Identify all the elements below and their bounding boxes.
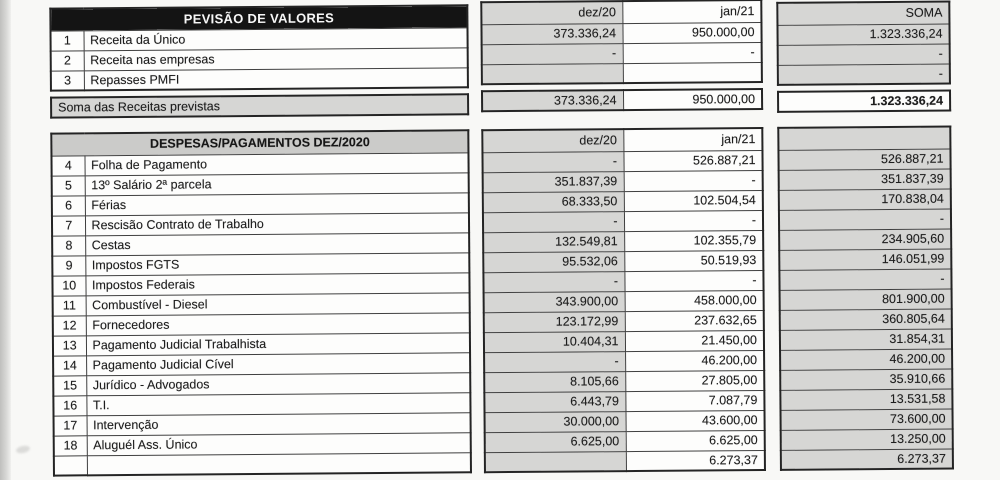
table-row	[484, 390, 764, 412]
dez20-value-cell: -	[482, 151, 623, 172]
table-row	[778, 64, 950, 85]
soma-value-cell: 360.805,64	[780, 309, 952, 330]
row-number-cell: 2	[51, 50, 84, 70]
revenue-labels-table	[49, 4, 469, 91]
revenue-total-row	[778, 91, 950, 112]
dez20-value-cell: 343.900,00	[484, 291, 625, 312]
jan21-value-cell	[623, 62, 762, 83]
table-row	[51, 67, 468, 90]
expenses-soma-column	[777, 126, 954, 471]
soma-value-cell: 13.250,00	[781, 429, 953, 450]
table-row	[780, 309, 952, 330]
table-body	[50, 27, 467, 90]
table-row	[485, 450, 765, 472]
row-label-cell: Receita da Único	[83, 27, 467, 50]
dez20-value-cell: 8.105,66	[484, 371, 625, 392]
row-number-cell: 13	[53, 335, 86, 355]
dez20-column-header: dez/20	[482, 129, 623, 152]
row-label-cell: Fornecedores	[86, 312, 470, 335]
dez20-value-cell: -	[484, 351, 625, 372]
jan21-value-cell: -	[624, 270, 763, 291]
revenue-total-row	[51, 94, 468, 117]
row-label-cell: Jurídico - Advogados	[86, 372, 470, 395]
row-label-cell: Pagamento Judicial Trabalhista	[86, 332, 470, 355]
revenue-total-label-cell: Soma das Receitas previstas	[51, 94, 468, 117]
table-row	[483, 170, 763, 192]
table-row	[482, 42, 762, 64]
table-row	[483, 210, 763, 232]
row-label-cell: Combustível - Diesel	[86, 292, 470, 315]
table-header-row	[51, 130, 468, 155]
dez20-value-cell: 132.549,81	[483, 231, 624, 252]
soma-total-cell: 1.323.336,24	[778, 91, 950, 112]
row-number-cell: 11	[53, 295, 86, 315]
table-row	[781, 429, 953, 450]
row-number-cell: 9	[52, 255, 85, 275]
soma-value-cell: 351.837,39	[779, 169, 951, 190]
dez20-value-cell: 68.333,50	[483, 191, 624, 212]
row-number-cell: 3	[51, 70, 84, 90]
soma-value-cell: 35.910,66	[780, 369, 952, 390]
revenue-soma-table	[776, 1, 951, 86]
row-label-cell: T.I.	[86, 392, 470, 415]
row-number-cell: 12	[53, 315, 86, 335]
table-row	[779, 169, 951, 190]
jan21-value-cell: -	[624, 170, 763, 191]
row-number-cell: 5	[52, 175, 85, 195]
expenses-soma-table	[777, 126, 954, 471]
row-label-cell: Férias	[85, 192, 469, 215]
jan21-value-cell: 102.504,54	[624, 190, 763, 211]
soma-value-cell: -	[778, 64, 950, 85]
row-label-cell: Intervenção	[87, 412, 471, 435]
jan21-value-cell: 526.887,21	[623, 150, 762, 171]
soma-value-cell: 170.838,04	[779, 189, 951, 210]
soma-value-cell: 1.323.336,24	[777, 24, 949, 45]
row-number-cell: 14	[53, 355, 86, 375]
revenue-total-row	[482, 89, 762, 111]
revenue-labels-column	[49, 4, 469, 118]
table-row	[484, 370, 764, 392]
revenue-soma-total-table	[777, 90, 951, 113]
dez20-value-cell: -	[483, 211, 624, 232]
row-number-cell: 15	[53, 375, 86, 395]
jan21-value-cell: 21.450,00	[625, 330, 764, 351]
row-label-cell: Impostos Federais	[85, 272, 469, 295]
row-number-cell	[54, 455, 87, 475]
table-row	[779, 229, 951, 250]
dez20-value-cell: 6.443,79	[484, 391, 625, 412]
table-body	[482, 150, 765, 472]
table-row	[484, 310, 764, 332]
soma-value-cell: -	[778, 44, 950, 65]
soma-value-cell: -	[779, 269, 951, 290]
table-row	[484, 350, 764, 372]
dez20-value-cell: 95.532,06	[483, 251, 624, 272]
jan21-column-header: jan/21	[623, 128, 762, 151]
dez20-value-cell: 373.336,24	[481, 23, 622, 44]
table-header-row	[777, 2, 949, 25]
dez20-total-cell: 373.336,24	[482, 90, 623, 111]
row-number-cell: 4	[51, 155, 84, 175]
table-body	[778, 149, 953, 470]
dez20-value-cell: 6.625,00	[485, 431, 626, 452]
dez20-value-cell: 351.837,39	[483, 171, 624, 192]
jan21-value-cell: -	[624, 210, 763, 231]
table-row	[780, 409, 952, 430]
table-row	[780, 349, 952, 370]
table-row	[779, 209, 951, 230]
dez20-value-cell: 10.404,31	[484, 331, 625, 352]
table-row	[779, 269, 951, 290]
revenue-total-values-table	[481, 88, 763, 112]
expenses-labels-table	[50, 129, 472, 476]
soma-value-cell: -	[779, 209, 951, 230]
row-label-cell: Repasses PMFI	[84, 67, 468, 90]
table-row	[780, 289, 952, 310]
dez20-value-cell: 123.172,99	[484, 311, 625, 332]
row-number-cell: 18	[54, 435, 87, 455]
row-label-cell: Rescisão Contrato de Trabalho	[85, 212, 469, 235]
table-row	[483, 270, 763, 292]
soma-value-cell: 234.905,60	[779, 229, 951, 250]
table-row	[483, 230, 763, 252]
jan21-value-cell: 50.519,93	[624, 250, 763, 271]
table-body	[481, 22, 761, 84]
table-row	[54, 452, 471, 475]
table-row	[485, 430, 765, 452]
table-body	[51, 152, 471, 475]
table-row	[780, 389, 952, 410]
row-label-cell: 13º Salário 2ª parcela	[85, 172, 469, 195]
dez20-value-cell: -	[483, 271, 624, 292]
row-number-cell: 6	[52, 195, 85, 215]
soma-value-cell: 801.900,00	[780, 289, 952, 310]
row-label-cell: Receita nas empresas	[84, 47, 468, 70]
dez20-value-cell	[485, 451, 626, 472]
dez20-value-cell: -	[482, 43, 623, 64]
jan21-value-cell: 7.087,79	[625, 390, 764, 411]
row-label-cell: Aluguél Ass. Único	[87, 432, 471, 455]
table-row	[777, 24, 949, 45]
table-row	[484, 330, 764, 352]
jan21-value-cell: 6.625,00	[626, 430, 765, 451]
revenue-section	[49, 1, 951, 119]
jan21-value-cell: 6.273,37	[626, 450, 765, 471]
jan21-value-cell: 43.600,00	[626, 410, 765, 431]
row-number-cell: 8	[52, 235, 85, 255]
expenses-table-title: DESPESAS/PAGAMENTOS DEZ/2020	[51, 130, 468, 155]
table-row	[781, 449, 953, 470]
jan21-value-cell: -	[623, 42, 762, 63]
soma-value-cell: 73.600,00	[780, 409, 952, 430]
expenses-values-column	[481, 127, 766, 473]
soma-value-cell: 6.273,37	[781, 449, 953, 470]
table-row	[780, 329, 952, 350]
expenses-labels-column	[50, 129, 472, 476]
soma-value-cell: 13.531,58	[780, 389, 952, 410]
expenses-section	[50, 126, 954, 477]
table-row	[482, 150, 762, 172]
revenue-values-column	[480, 0, 763, 112]
soma-column-header-blank	[778, 127, 950, 150]
row-label-cell: Pagamento Judicial Cível	[86, 352, 470, 375]
table-row	[484, 290, 764, 312]
table-header-row	[482, 128, 762, 152]
revenue-total-label-table	[50, 93, 469, 118]
jan21-value-cell: 950.000,00	[622, 22, 761, 43]
row-label-cell: Cestas	[85, 232, 469, 255]
dez20-value-cell	[482, 63, 623, 84]
table-row	[481, 22, 761, 44]
revenue-soma-column	[776, 1, 951, 113]
jan21-value-cell: 237.632,65	[625, 310, 764, 331]
row-label-cell	[87, 452, 471, 475]
revenue-table-title: PEVISÃO DE VALORES	[50, 5, 467, 30]
jan21-value-cell: 458.000,00	[625, 290, 764, 311]
table-row	[482, 62, 762, 84]
table-row	[779, 249, 951, 270]
jan21-value-cell: 46.200,00	[625, 350, 764, 371]
expenses-values-table	[481, 127, 766, 473]
table-row	[485, 410, 765, 432]
soma-value-cell: 146.051,99	[779, 249, 951, 270]
table-body	[777, 24, 949, 85]
dez20-value-cell: 30.000,00	[485, 411, 626, 432]
table-row	[780, 369, 952, 390]
row-number-cell: 17	[54, 415, 87, 435]
row-number-cell: 10	[52, 275, 85, 295]
row-number-cell: 16	[53, 395, 86, 415]
row-label-cell: Impostos FGTS	[85, 252, 469, 275]
table-header-row	[481, 0, 761, 24]
jan21-total-cell: 950.000,00	[623, 89, 762, 110]
revenue-values-table	[480, 0, 763, 85]
table-row	[778, 149, 950, 170]
row-number-cell: 1	[50, 30, 83, 50]
jan21-column-header: jan/21	[622, 0, 761, 23]
table-row	[779, 189, 951, 210]
table-row	[778, 44, 950, 65]
dez20-column-header: dez/20	[481, 1, 622, 24]
table-header-row	[50, 5, 467, 30]
soma-value-cell: 526.887,21	[778, 149, 950, 170]
row-number-cell: 7	[52, 215, 85, 235]
jan21-value-cell: 102.355,79	[624, 230, 763, 251]
table-header-row	[778, 127, 950, 150]
jan21-value-cell: 27.805,00	[625, 370, 764, 391]
row-label-cell: Folha de Pagamento	[84, 152, 468, 175]
table-row	[483, 190, 763, 212]
soma-value-cell: 31.854,31	[780, 329, 952, 350]
soma-column-header: SOMA	[777, 2, 949, 25]
table-row	[483, 250, 763, 272]
soma-value-cell: 46.200,00	[780, 349, 952, 370]
